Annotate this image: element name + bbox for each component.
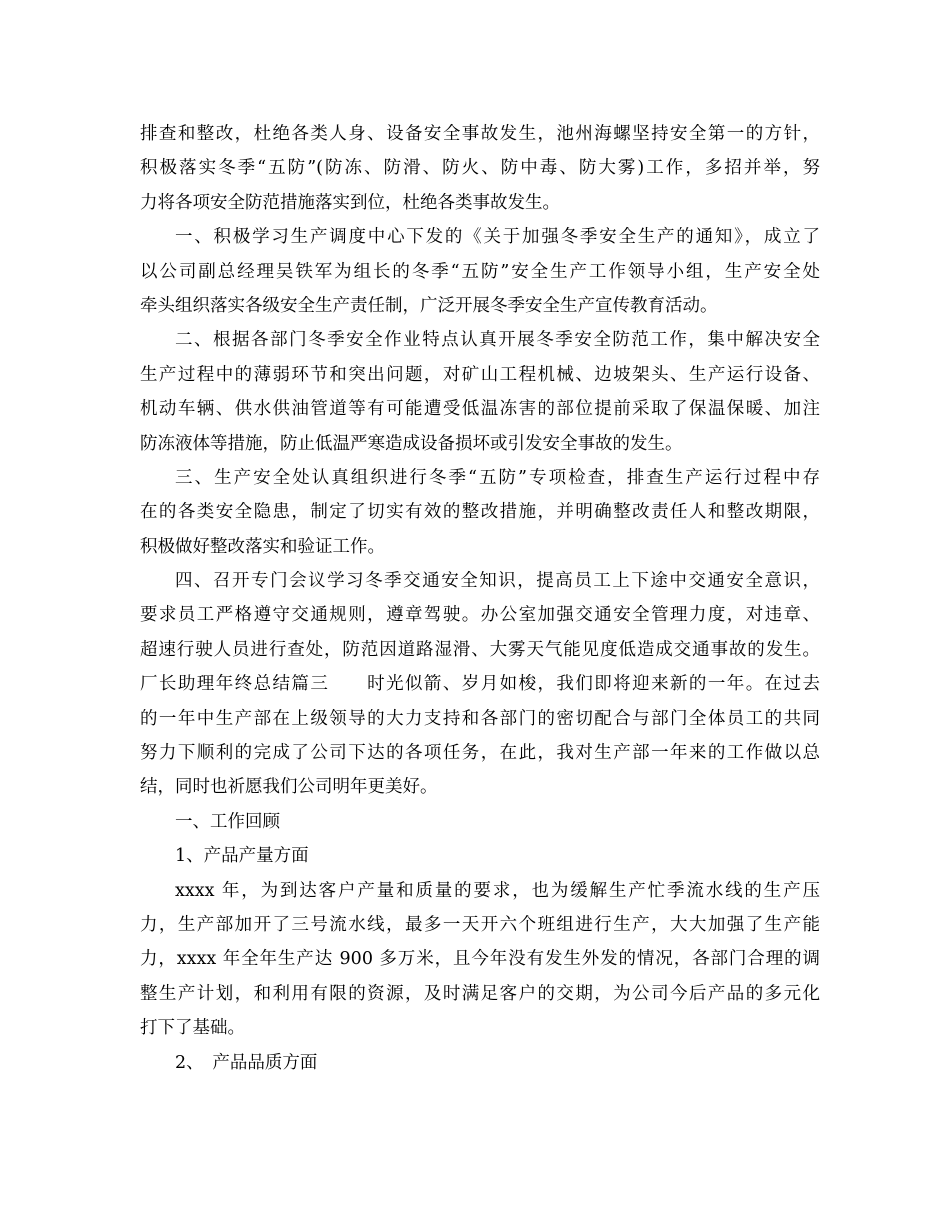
text-line: 打下了基础。	[140, 1018, 245, 1039]
text-line: 厂长助理年终总结篇三 时光似箭、岁月如梭，我们即将迎来新的一年。在过去	[140, 674, 820, 695]
text-line: 积极落实冬季“五防”(防冻、防滑、防火、防中毒、防大雾)工作，多招并举，努	[140, 158, 820, 179]
text-line: 四、召开专门会议学习冬季交通安全知识，提高员工上下途中交通安全意识，	[175, 571, 820, 592]
text-line: 力，xxxx 年全年生产达 900 多万米，且今年没有发生外发的情况，各部门合理的调	[140, 949, 820, 970]
text-line: 三、生产安全处认真组织进行冬季“五防”专项检查，排查生产运行过程中存	[175, 467, 820, 488]
text-line: 二、根据各部门冬季安全作业特点认真开展冬季安全防范工作，集中解决安全	[175, 330, 820, 351]
text-line: 生产过程中的薄弱环节和突出问题，对矿山工程机械、边坡架头、生产运行设备、	[140, 364, 820, 385]
text-line: 1、产品产量方面	[175, 846, 309, 867]
text-line: 要求员工严格遵守交通规则，遵章驾驶。办公室加强交通安全管理力度，对违章、	[140, 605, 820, 626]
text-line: 整生产计划，和利用有限的资源，及时满足客户的交期，为公司今后产品的多元化	[140, 983, 820, 1004]
text-line: 一、积极学习生产调度中心下发的《关于加强冬季安全生产的通知》，成立了	[175, 227, 820, 248]
text-line: 超速行驶人员进行查处，防范因道路湿滑、大雾天气能见度低造成交通事故的发生。	[140, 639, 820, 660]
text-line: 力，生产部加开了三号流水线，最多一天开六个班组进行生产，大大加强了生产能	[140, 914, 820, 935]
text-line: xxxx 年，为到达客户产量和质量的要求，也为缓解生产忙季流水线的生产压	[175, 880, 820, 901]
text-line: 的一年中生产部在上级领导的大力支持和各部门的密切配合与部门全体员工的共同	[140, 708, 820, 729]
text-line: 防冻液体等措施，防止低温严寒造成设备损坏或引发安全事故的发生。	[140, 433, 683, 454]
text-line: 努力下顺利的完成了公司下达的各项任务，在此，我对生产部一年来的工作做以总	[140, 743, 820, 764]
text-line: 一、工作回顾	[175, 811, 280, 832]
text-line: 2、 产品品质方面	[175, 1052, 318, 1073]
text-line: 积极做好整改落实和验证工作。	[140, 536, 385, 557]
text-line: 力将各项安全防范措施落实到位，杜绝各类事故发生。	[140, 192, 560, 213]
text-line: 排查和整改，杜绝各类人身、设备安全事故发生，池州海螺坚持安全第一的方针，	[140, 124, 820, 144]
text-line: 结，同时也祈愿我们公司明年更美好。	[140, 777, 438, 798]
text-line: 在的各类安全隐患，制定了切实有效的整改措施，并明确整改责任人和整改期限，	[140, 502, 820, 523]
text-line: 机动车辆、供水供油管道等有可能遭受低温冻害的部位提前采取了保温保暖、加注	[140, 399, 820, 420]
document-body	[140, 117, 820, 1080]
text-line: 牵头组织落实各级安全生产责任制，广泛开展冬季安全生产宣传教育活动。	[140, 295, 718, 316]
text-line: 以公司副总经理吴铁军为组长的冬季“五防”安全生产工作领导小组，生产安全处	[140, 261, 820, 282]
